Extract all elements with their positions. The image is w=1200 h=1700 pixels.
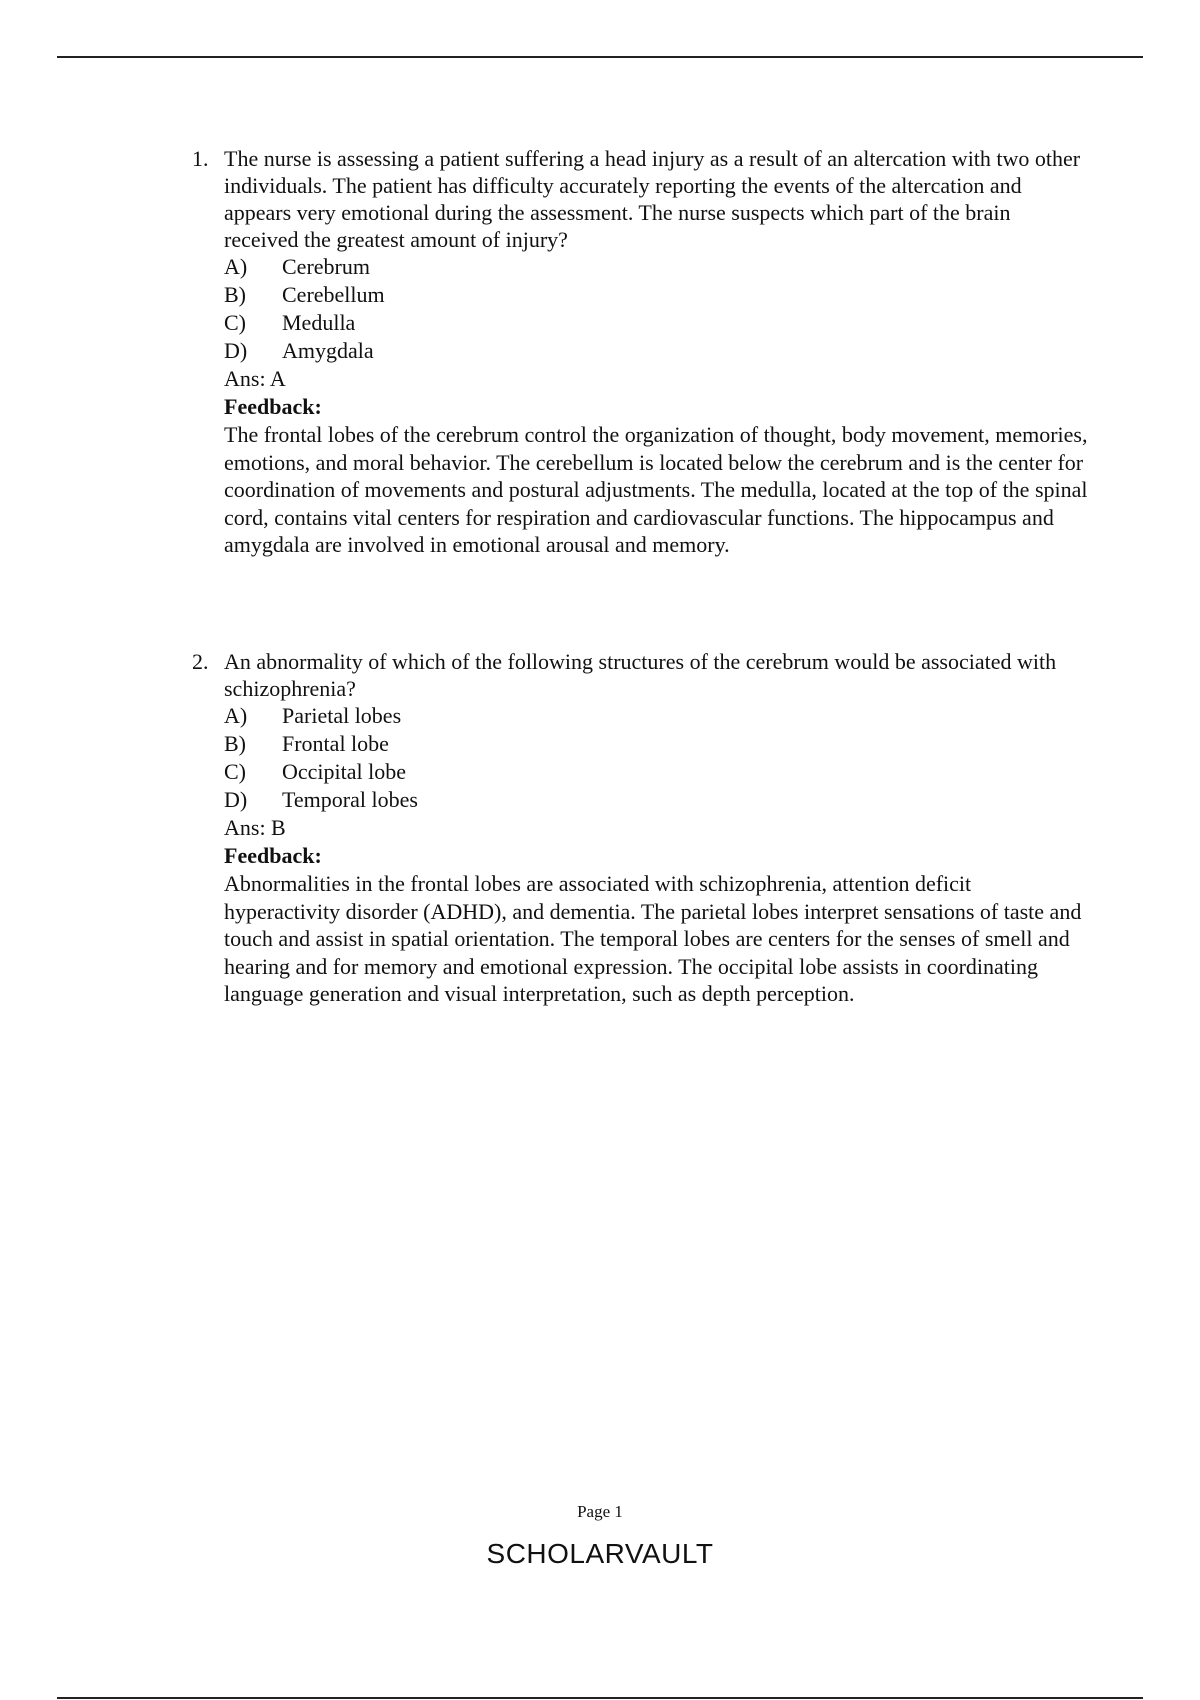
feedback-text: The frontal lobes of the cerebrum control the organization of thought, body movement, memories, emotions, and moral behavior. The cerebellum is located below the cerebrum and is the center for coordination of movements and postural adjustments. The medulla, located at the top of the spinal cord, contains vital centers for respiration and cardiovascular functions. The hippocampus and amygdala are involved in emotional arousal and memory. bbox=[224, 422, 1088, 557]
feedback-text: Abnormalities in the frontal lobes are associated with schizophrenia, attention deficit hyperactivity disorder (ADHD), and dementia. The parietal lobes interpret sensations of taste and touch and assist in spatial orientation. The temporal lobes are centers for the senses of smell and hearing and for memory and emotional expression. The occipital lobe assists in coordinating language generation and visual interpretation, such as depth perception. bbox=[224, 871, 1082, 1006]
feedback-label: Feedback: bbox=[224, 843, 322, 868]
option-list bbox=[192, 702, 1088, 814]
option-text: Parietal lobes bbox=[282, 703, 402, 728]
answer-key: Ans: B bbox=[224, 815, 286, 840]
question-number: 1. bbox=[192, 146, 209, 171]
option-letter: D) bbox=[224, 338, 248, 363]
option-list bbox=[192, 253, 1088, 365]
option-letter: C) bbox=[224, 310, 246, 335]
option-text: Medulla bbox=[282, 310, 356, 335]
option-text: Occipital lobe bbox=[282, 759, 407, 784]
option-a bbox=[224, 702, 1088, 730]
option-c bbox=[224, 758, 1088, 786]
option-text: Amygdala bbox=[282, 338, 374, 363]
option-letter: A) bbox=[224, 254, 248, 279]
question-2 bbox=[192, 648, 1088, 1008]
option-text: Frontal lobe bbox=[282, 731, 389, 756]
question-1 bbox=[192, 145, 1088, 559]
bottom-rule bbox=[57, 1697, 1143, 1699]
feedback-label: Feedback: bbox=[224, 394, 322, 419]
answer-key: Ans: A bbox=[224, 366, 286, 391]
question-stem bbox=[192, 145, 1088, 253]
option-b bbox=[224, 730, 1088, 758]
option-text: Temporal lobes bbox=[282, 787, 418, 812]
brand-watermark: SCHOLARVAULT bbox=[486, 1538, 714, 1569]
question-text: The nurse is assessing a patient suffering a head injury as a result of an altercation with two other individuals. The patient has difficulty accurately reporting the events of the altercation and appears very emotional during the assessment. The nurse suspects which part of the brain received the greatest amount of injury? bbox=[224, 146, 1081, 252]
question-number: 2. bbox=[192, 649, 209, 674]
option-text: Cerebrum bbox=[282, 254, 370, 279]
option-letter: D) bbox=[224, 787, 248, 812]
option-b bbox=[224, 281, 1088, 309]
option-text: Cerebellum bbox=[282, 282, 385, 307]
option-d bbox=[224, 337, 1088, 365]
option-d bbox=[224, 786, 1088, 814]
page-number: Page 1 bbox=[577, 1502, 623, 1521]
question-stem bbox=[192, 648, 1088, 702]
option-c bbox=[224, 309, 1088, 337]
option-letter: A) bbox=[224, 703, 248, 728]
option-letter: B) bbox=[224, 282, 246, 307]
question-text: An abnormality of which of the following structures of the cerebrum would be associated with schizophrenia? bbox=[224, 649, 1057, 701]
option-letter: B) bbox=[224, 731, 246, 756]
option-a bbox=[224, 253, 1088, 281]
top-rule bbox=[57, 56, 1143, 58]
option-letter: C) bbox=[224, 759, 246, 784]
